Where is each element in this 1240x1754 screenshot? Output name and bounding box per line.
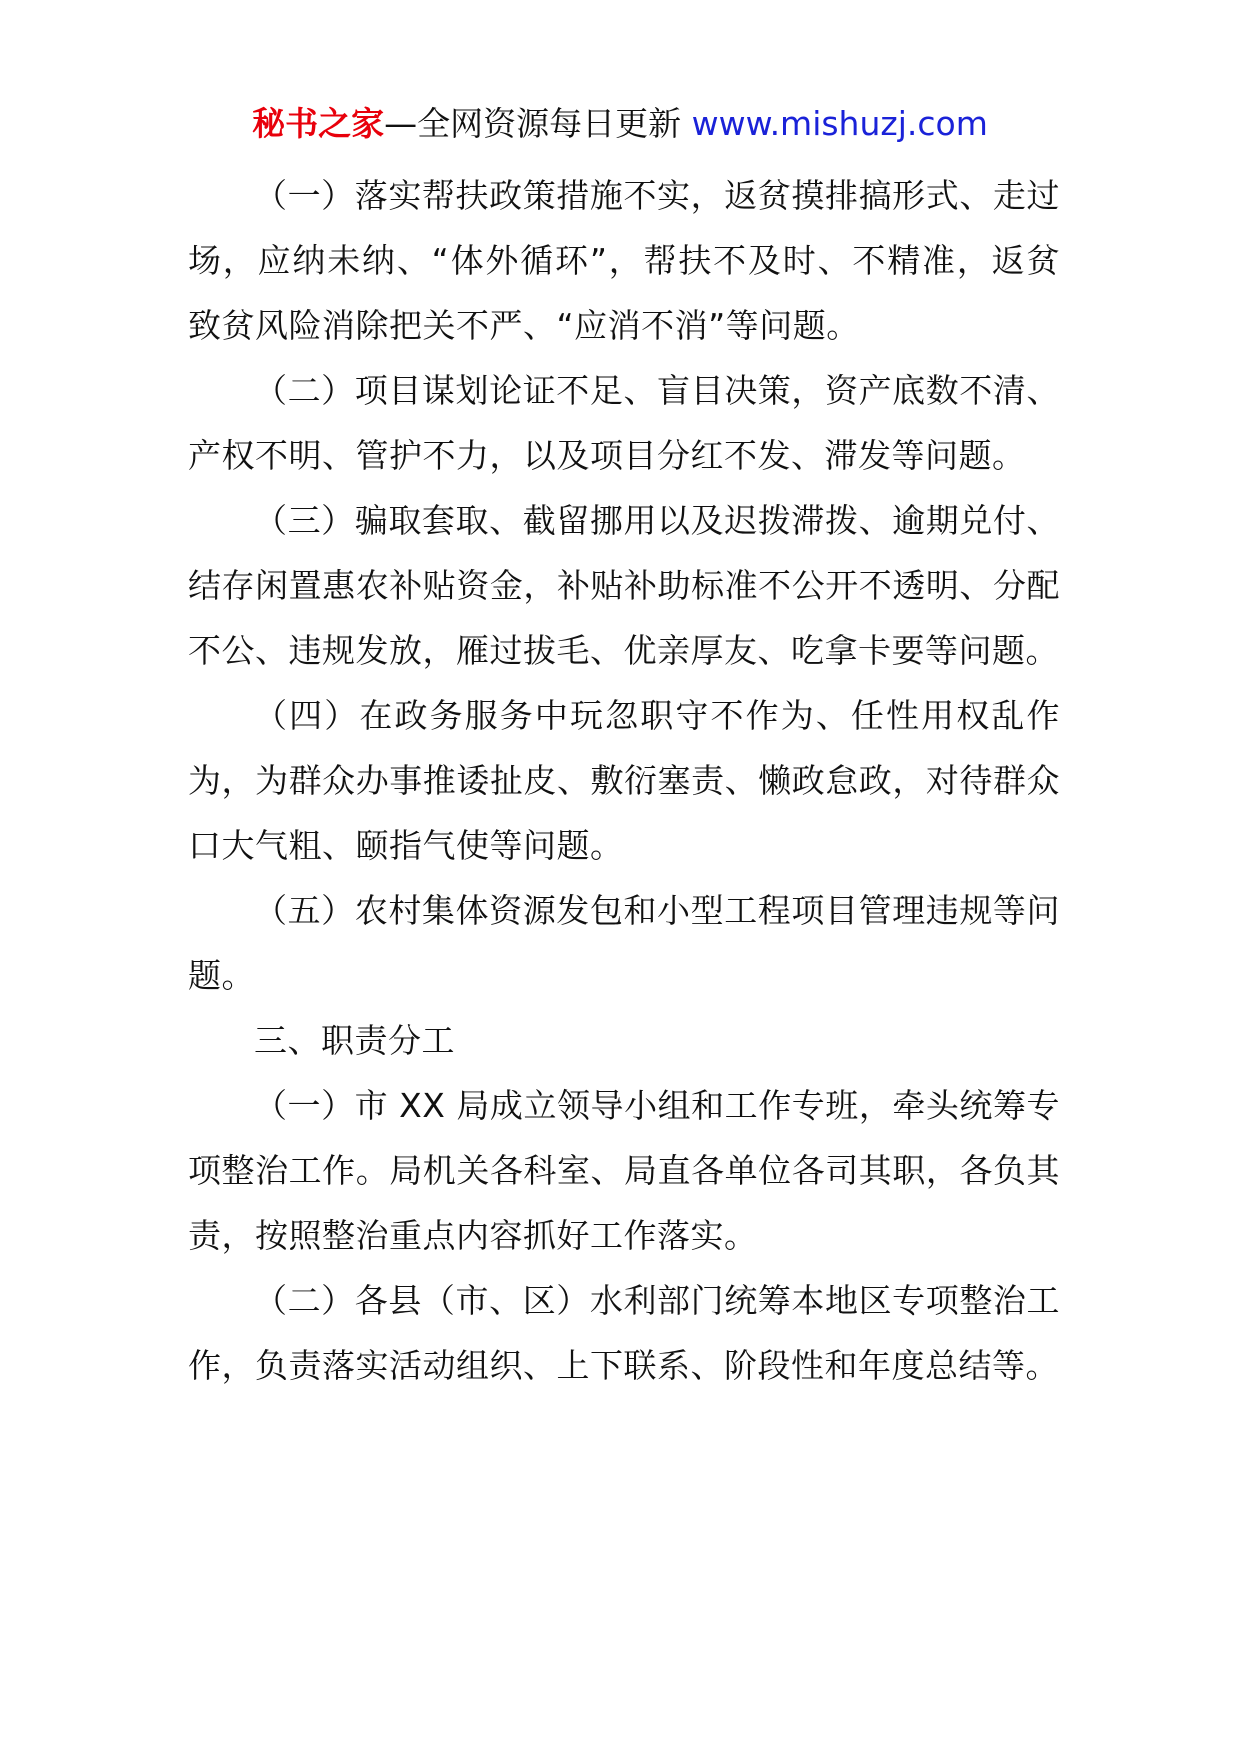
- paragraph-duty-2-county-departments: （二）各县（市、区）水利部门统筹本地区专项整治工作，负责落实活动组织、上下联系、阶段性和年度总结等。: [188, 1281, 1060, 1385]
- section-heading-responsibilities: 三、职责分工: [254, 1021, 455, 1060]
- paragraph-item-4-government-services: （四）在政务服务中玩忽职守不作为、任性用权乱作为，为群众办事推诿扯皮、敷衍塞责、懒政怠政，对待群众口大气粗、颐指气使等问题。: [188, 696, 1060, 865]
- page-header: [0, 96, 1240, 152]
- paragraph-item-3-subsidies: （三）骗取套取、截留挪用以及迟拨滞拨、逾期兑付、结存闲置惠农补贴资金，补贴补助标准不公开不透明、分配不公、违规发放，雁过拔毛、优亲厚友、吃拿卡要等问题。: [188, 501, 1060, 670]
- paragraph-item-5-collective-resources: （五）农村集体资源发包和小型工程项目管理违规等问题。: [188, 891, 1060, 995]
- brand-name: 秘书之家: [252, 104, 385, 143]
- site-url-link[interactable]: www.mishuzj.com: [691, 104, 988, 143]
- document-body: [188, 163, 1060, 1398]
- paragraph-duty-1-city-bureau: （一）市 XX 局成立领导小组和工作专班，牵头统筹专项整治工作。局机关各科室、局直各单位各司其职，各负其责，按照整治重点内容抓好工作落实。: [188, 1086, 1060, 1255]
- paragraph-item-1-policy: （一）落实帮扶政策措施不实，返贫摸排搞形式、走过场，应纳未纳、“体外循环”，帮扶不及时、不精准，返贫致贫风险消除把关不严、“应消不消”等问题。: [188, 176, 1060, 345]
- paragraph-item-2-projects: （二）项目谋划论证不足、盲目决策，资产底数不清、产权不明、管护不力，以及项目分红不发、滞发等问题。: [188, 371, 1060, 475]
- header-tagline: —全网资源每日更新: [384, 104, 682, 143]
